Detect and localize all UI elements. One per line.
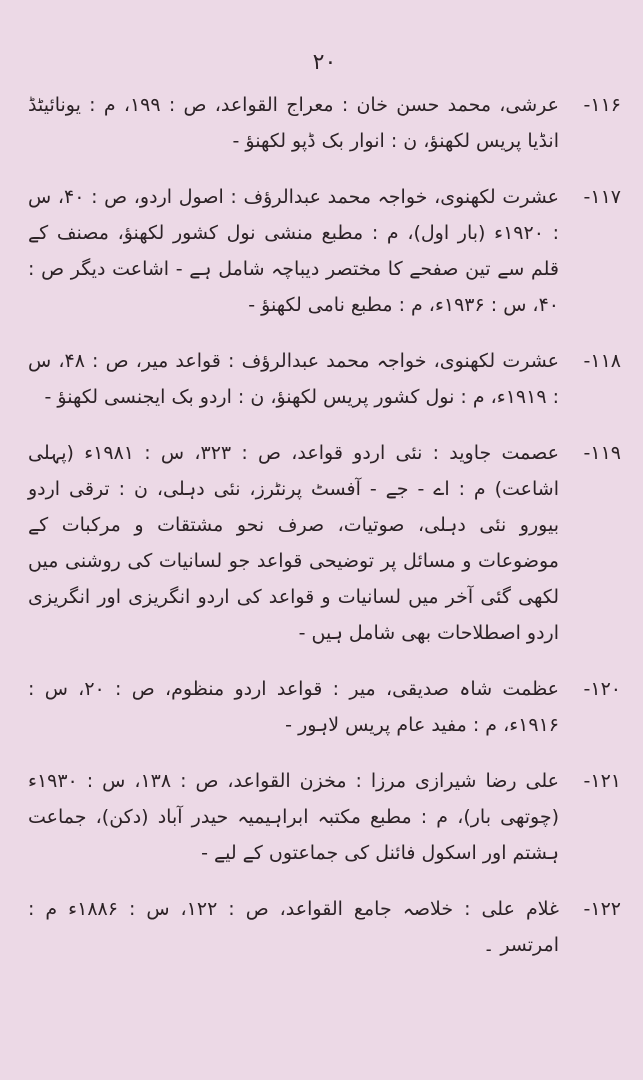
- entry-text: عرشی، محمد حسن خان : معراج القواعد، ص : ۱۹۹، م : یونائیٹڈ انڈیا پریس لکھنؤ، ن : انوار بک ڈپو لکھنؤ -: [28, 94, 559, 152]
- bibliography-list: [28, 87, 621, 963]
- entry-number: ۱۱۶-: [583, 94, 621, 116]
- bibliography-entry: [28, 435, 621, 651]
- entry-text: عظمت شاہ صدیقی، میر : قواعد اردو منظوم، ص : ۲۰، س : ۱۹۱۶ء، م : مفید عام پریس لاہور -: [28, 678, 559, 736]
- entry-number: ۱۱۹-: [583, 442, 621, 464]
- entry-text: علی رضا شیرازی مرزا : مخزن القواعد، ص : ۱۳۸، س : ۱۹۳۰ء (چوتھی بار)، م : مطبع مکتبہ ابراہیمیہ حیدر آباد (دکن)، جماعت ہشتم اور اسکول فائنل کی جماعتوں کے لیے -: [28, 770, 559, 864]
- entry-number: ۱۱۷-: [583, 186, 621, 208]
- entry-number: ۱۱۸-: [583, 350, 621, 372]
- entry-text: عشرت لکھنوی، خواجہ محمد عبدالرؤف : اصول اردو، ص : ۴۰، س : ۱۹۲۰ء (بار اول)، م : مطبع منشی نول کشور لکھنؤ، مصنف کے قلم سے تین صفحے کا مختصر دیباچہ شامل ہے - اشاعت دیگر ص : ۴۰، س : ۱۹۳۶ء، م : مطبع نامی لکھنؤ -: [28, 186, 559, 316]
- entry-text: غلام علی : خلاصہ جامع القواعد، ص : ۱۲۲، س : ۱۸۸۶ء م : امرتسر ۔: [28, 898, 559, 956]
- entry-text: عصمت جاوید : نئی اردو قواعد، ص : ۳۲۳، س : ۱۹۸۱ء (پہلی اشاعت) م : اے - جے - آفسٹ پرنٹرز، نئی دہلی، ن : ترقی اردو بیورو نئی دہلی، صوتیات، صرف نحو مشتقات و مرکبات کے موضوعات و مسائل پر توضیحی قواعد جو لسانیات کی روشنی میں لکھی گئی آخر میں لسانیات و قواعد کی اردو انگریزی اور انگریزی اردو اصطلاحات بھی شامل ہیں -: [28, 442, 559, 644]
- bibliography-entry: [28, 343, 621, 415]
- entry-number: ۱۲۲-: [583, 898, 621, 920]
- bibliography-entry: [28, 87, 621, 159]
- bibliography-entry: [28, 891, 621, 963]
- page-number: ۲۰: [312, 50, 337, 75]
- bibliography-entry: [28, 179, 621, 323]
- bibliography-entry: [28, 763, 621, 871]
- entry-number: ۱۲۰-: [583, 678, 621, 700]
- entry-text: عشرت لکھنوی، خواجہ محمد عبدالرؤف : قواعد میر، ص : ۴۸، س : ۱۹۱۹ء، م : نول کشور پریس لکھنؤ، ن : اردو بک ایجنسی لکھنؤ -: [28, 350, 559, 408]
- entry-number: ۱۲۱-: [583, 770, 621, 792]
- bibliography-entry: [28, 671, 621, 743]
